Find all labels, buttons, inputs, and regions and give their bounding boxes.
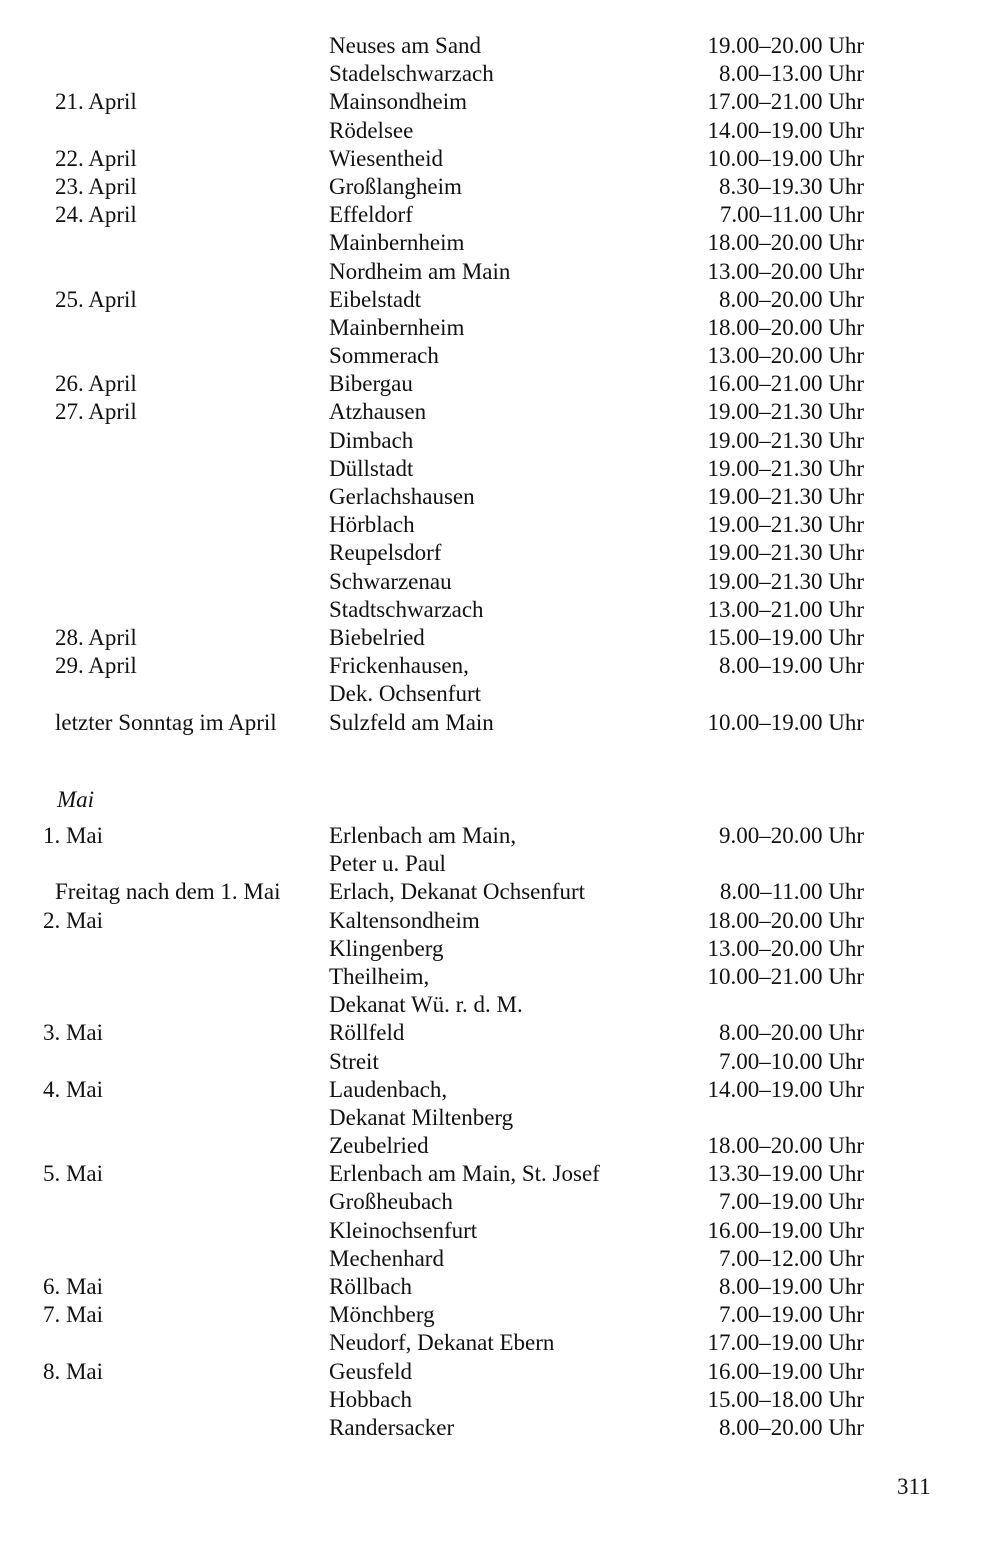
time-cell: 7.00–19.00 Uhr	[718, 1189, 864, 1215]
page-number: 311	[897, 1474, 931, 1499]
table-row	[0, 1245, 1000, 1273]
place-cell: Erlenbach am Main, St. Josef	[329, 1161, 600, 1187]
time-cell: 18.00–20.00 Uhr	[707, 907, 864, 933]
time-cell: 7.00–11.00 Uhr	[719, 202, 864, 228]
time-cell: 8.00–11.00 Uhr	[719, 879, 864, 905]
place-cell: Großheubach	[329, 1189, 453, 1215]
table-row	[0, 60, 1000, 88]
table-row	[0, 1132, 1000, 1160]
place-cell: Kaltensondheim	[329, 907, 480, 933]
table-row	[0, 1019, 1000, 1047]
table-row	[0, 991, 1000, 1019]
time-cell: 17.00–21.00 Uhr	[707, 89, 864, 115]
table-row	[0, 342, 1000, 370]
table-row	[0, 1104, 1000, 1132]
table-row	[0, 1329, 1000, 1357]
date-cell: Freitag nach dem 1. Mai	[55, 879, 281, 905]
table-row	[0, 511, 1000, 539]
place-cell: Gerlachshausen	[329, 484, 475, 509]
time-cell: 19.00–21.30 Uhr	[707, 427, 864, 453]
place-cell: Klingenberg	[329, 935, 444, 961]
table-row	[0, 314, 1000, 342]
table-row	[0, 427, 1000, 455]
place-cell: Hörblach	[329, 512, 415, 538]
place-cell: Reupelsdorf	[329, 540, 442, 566]
time-cell: 7.00–12.00 Uhr	[718, 1245, 864, 1271]
table-row	[0, 1076, 1000, 1104]
table-row	[0, 1414, 1000, 1442]
place-cell: Röllfeld	[329, 1020, 405, 1046]
time-cell: 8.30–19.30 Uhr	[718, 173, 864, 199]
date-cell: 25. April	[55, 286, 137, 312]
place-cell: Sulzfeld am Main	[329, 709, 494, 735]
place-cell: Düllstadt	[329, 455, 414, 481]
place-cell: Hobbach	[329, 1386, 413, 1412]
place-cell: Neuses am Sand	[329, 33, 482, 58]
table-row	[0, 1048, 1000, 1076]
date-cell: 5. Mai	[42, 1161, 103, 1187]
place-cell: Atzhausen	[329, 399, 427, 425]
place-cell: Erlach, Dekanat Ochsenfurt	[329, 879, 586, 905]
place-cell: Biebelried	[329, 624, 425, 650]
place-cell: Dekanat Wü. r. d. M.	[329, 992, 523, 1018]
date-cell: 22. April	[55, 145, 137, 171]
table-row	[0, 145, 1000, 173]
table-row	[0, 1217, 1000, 1245]
place-cell: Mainbernheim	[329, 314, 465, 340]
table-row	[0, 878, 1000, 906]
time-cell: 13.00–20.00 Uhr	[707, 343, 864, 369]
place-cell: Effeldorf	[329, 202, 413, 228]
place-cell: Peter u. Paul	[329, 851, 446, 877]
time-cell: 13.00–21.00 Uhr	[707, 596, 864, 622]
table-row	[0, 850, 1000, 878]
table-row	[0, 935, 1000, 963]
table-row	[0, 1188, 1000, 1216]
table-row	[0, 1358, 1000, 1386]
time-cell: 16.00–19.00 Uhr	[707, 1217, 864, 1243]
time-cell: 19.00–21.30 Uhr	[707, 568, 864, 594]
date-cell: 23. April	[55, 173, 137, 199]
place-cell: Eibelstadt	[329, 286, 421, 312]
table-row	[0, 201, 1000, 229]
time-cell: 14.00–19.00 Uhr	[707, 1076, 864, 1102]
time-cell: 13.00–20.00 Uhr	[707, 935, 864, 961]
mai-schedule-table	[0, 822, 1000, 1442]
time-cell: 13.30–19.00 Uhr	[707, 1161, 864, 1187]
place-cell: Mainsondheim	[329, 89, 467, 115]
time-cell: 16.00–21.00 Uhr	[707, 371, 864, 397]
time-cell: 7.00–19.00 Uhr	[718, 1302, 864, 1328]
table-row	[0, 1386, 1000, 1414]
table-row	[0, 596, 1000, 624]
table-row	[0, 1160, 1000, 1188]
time-cell: 8.00–20.00 Uhr	[718, 286, 864, 312]
date-cell: 4. Mai	[42, 1076, 103, 1102]
table-row	[0, 117, 1000, 145]
time-cell: 10.00–19.00 Uhr	[707, 709, 864, 735]
table-row	[0, 229, 1000, 257]
table-row	[0, 822, 1000, 850]
table-row	[0, 652, 1000, 680]
table-row	[0, 173, 1000, 201]
date-cell: 21. April	[55, 89, 137, 115]
date-cell: 26. April	[55, 371, 137, 397]
table-row	[0, 398, 1000, 426]
place-cell: Zeubelried	[329, 1133, 429, 1159]
time-cell: 19.00–21.30 Uhr	[707, 455, 864, 481]
place-cell: Neudorf, Dekanat Ebern	[329, 1330, 555, 1356]
table-row	[0, 1273, 1000, 1301]
table-row	[0, 1301, 1000, 1329]
table-row	[0, 370, 1000, 398]
place-cell: Sommerach	[329, 343, 439, 369]
place-cell: Mechenhard	[329, 1245, 444, 1271]
date-cell: 3. Mai	[42, 1020, 103, 1046]
time-cell: 16.00–19.00 Uhr	[707, 1358, 864, 1384]
date-cell: 27. April	[55, 399, 137, 425]
time-cell: 10.00–21.00 Uhr	[707, 963, 864, 989]
place-cell: Dekanat Miltenberg	[329, 1104, 514, 1130]
time-cell: 10.00–19.00 Uhr	[707, 145, 864, 171]
date-cell: 8. Mai	[42, 1358, 103, 1384]
table-row	[0, 709, 1000, 737]
place-cell: Stadtschwarzach	[329, 596, 484, 622]
table-row	[0, 624, 1000, 652]
table-row	[0, 680, 1000, 708]
time-cell: 19.00–21.30 Uhr	[707, 484, 864, 509]
date-cell: 1. Mai	[42, 823, 103, 848]
table-row	[0, 483, 1000, 511]
place-cell: Kleinochsenfurt	[329, 1217, 478, 1243]
time-cell: 18.00–20.00 Uhr	[707, 1133, 864, 1159]
place-cell: Dek. Ochsenfurt	[329, 681, 482, 707]
time-cell: 8.00–19.00 Uhr	[718, 1274, 864, 1299]
time-cell: 19.00–21.30 Uhr	[707, 512, 864, 538]
table-row	[0, 32, 1000, 60]
table-row	[0, 258, 1000, 286]
place-cell: Geusfeld	[329, 1358, 413, 1384]
time-cell: 8.00–20.00 Uhr	[718, 1020, 864, 1046]
table-row	[0, 286, 1000, 314]
time-cell: 15.00–18.00 Uhr	[707, 1386, 864, 1412]
date-cell: 2. Mai	[42, 907, 103, 933]
time-cell: 9.00–20.00 Uhr	[718, 823, 864, 848]
table-row	[0, 907, 1000, 935]
table-row	[0, 963, 1000, 991]
time-cell: 14.00–19.00 Uhr	[707, 117, 864, 143]
table-row	[0, 455, 1000, 483]
place-cell: Stadelschwarzach	[329, 61, 494, 87]
date-cell: 6. Mai	[42, 1274, 103, 1299]
table-row	[0, 88, 1000, 116]
place-cell: Randersacker	[329, 1414, 455, 1440]
place-cell: Frickenhausen,	[329, 653, 469, 679]
place-cell: Rödelsee	[329, 117, 414, 143]
time-cell: 8.00–13.00 Uhr	[718, 61, 864, 87]
time-cell: 8.00–20.00 Uhr	[718, 1414, 864, 1440]
time-cell: 17.00–19.00 Uhr	[707, 1330, 864, 1356]
place-cell: Schwarzenau	[329, 568, 452, 594]
april-schedule-table	[0, 32, 1000, 737]
time-cell: 19.00–21.30 Uhr	[707, 540, 864, 566]
time-cell: 13.00–20.00 Uhr	[707, 258, 864, 284]
time-cell: 8.00–19.00 Uhr	[718, 653, 864, 679]
place-cell: Dimbach	[329, 427, 414, 453]
section-heading-mai: Mai	[57, 787, 95, 812]
time-cell: 7.00–10.00 Uhr	[718, 1048, 864, 1074]
place-cell: Großlangheim	[329, 173, 462, 199]
time-cell: 18.00–20.00 Uhr	[707, 230, 864, 256]
time-cell: 19.00–20.00 Uhr	[707, 33, 864, 58]
place-cell: Laudenbach,	[329, 1076, 448, 1102]
place-cell: Wiesentheid	[329, 145, 444, 171]
place-cell: Mönchberg	[329, 1302, 435, 1328]
place-cell: Mainbernheim	[329, 230, 465, 256]
place-cell: Röllbach	[329, 1274, 413, 1299]
time-cell: 15.00–19.00 Uhr	[707, 624, 864, 650]
date-cell: 29. April	[55, 653, 137, 679]
place-cell: Nordheim am Main	[329, 258, 511, 284]
place-cell: Bibergau	[329, 371, 413, 397]
place-cell: Theilheim,	[329, 963, 430, 989]
date-cell: 28. April	[55, 624, 137, 650]
time-cell: 18.00–20.00 Uhr	[707, 314, 864, 340]
date-cell: letzter Sonntag im April	[55, 709, 277, 735]
date-cell: 24. April	[55, 202, 137, 228]
place-cell: Erlenbach am Main,	[329, 823, 517, 848]
table-row	[0, 539, 1000, 567]
place-cell: Streit	[329, 1048, 379, 1074]
date-cell: 7. Mai	[42, 1302, 103, 1328]
time-cell: 19.00–21.30 Uhr	[707, 399, 864, 425]
table-row	[0, 568, 1000, 596]
